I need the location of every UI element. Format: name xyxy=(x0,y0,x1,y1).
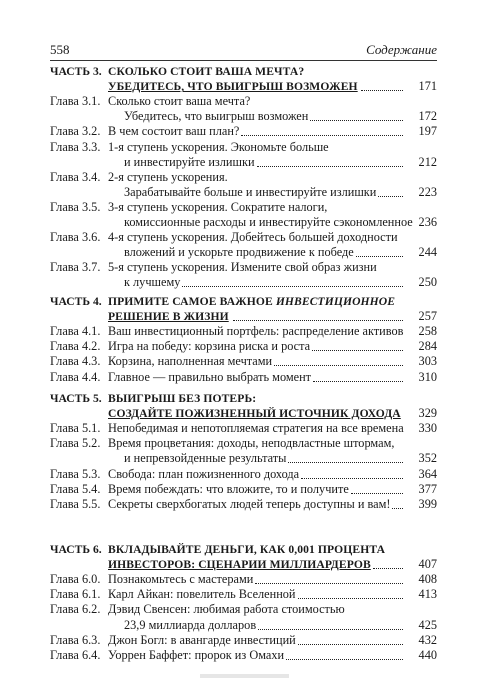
chapter-line xyxy=(50,482,437,497)
part-title: УБЕДИТЕСЬ, ЧТО ВЫИГРЫШ ВОЗМОЖЕН xyxy=(108,80,358,94)
chapter-line xyxy=(50,370,437,385)
chapter-line xyxy=(50,230,437,245)
header-divider xyxy=(50,60,437,61)
part-title-line xyxy=(50,557,437,572)
chapter-title: Дэвид Свенсен: любимая работа стоимостью xyxy=(108,602,345,617)
chapter-page-number: 310 xyxy=(418,369,437,384)
chapter-line xyxy=(50,421,437,436)
chapter-page-number: 377 xyxy=(418,481,437,496)
chapter-line xyxy=(50,467,437,482)
dot-leader xyxy=(257,155,403,167)
part-title-line xyxy=(50,309,437,324)
chapter-title: 2-я ступень ускорения. xyxy=(108,169,228,184)
chapter-label: Глава 6.4. xyxy=(50,647,101,662)
chapter-label: Глава 4.3. xyxy=(50,354,101,369)
dot-leader xyxy=(392,497,403,509)
chapter-line xyxy=(50,140,437,155)
chapter-title: Игра на победу: корзина риска и роста xyxy=(108,339,311,354)
chapter-line xyxy=(50,155,437,170)
dot-leader xyxy=(378,185,403,197)
dot-leader xyxy=(361,79,403,91)
chapter-page-number: 258 xyxy=(418,324,437,339)
part-page-number: 407 xyxy=(418,557,437,572)
chapter-title: вложений и ускорьте продвижение к победе xyxy=(124,245,354,260)
part-page-number: 329 xyxy=(418,406,437,421)
chapter-line xyxy=(50,245,437,260)
chapter-line xyxy=(50,324,437,339)
dot-leader xyxy=(298,587,404,599)
chapter-title: Сколько стоит ваша мечта? xyxy=(108,94,251,109)
chapter-label: Глава 3.6. xyxy=(50,230,101,245)
chapter-page-number: 284 xyxy=(418,339,437,354)
dot-leader xyxy=(310,109,403,121)
chapter-page-number: 399 xyxy=(418,496,437,511)
dot-leader xyxy=(313,370,403,382)
chapter-page-number: 330 xyxy=(418,421,437,436)
chapter-line xyxy=(50,354,437,369)
chapter-line xyxy=(50,185,437,200)
chapter-title: 4-я ступень ускорения. Добейтесь большей доходности xyxy=(108,230,398,245)
chapter-title: и непревзойденные результаты xyxy=(124,451,287,466)
chapter-title: 3-я ступень ускорения. Сократите налоги, xyxy=(108,199,328,214)
chapter-label: Глава 5.1. xyxy=(50,421,101,436)
part-title-line xyxy=(50,64,437,79)
chapter-line xyxy=(50,339,437,354)
chapter-label: Глава 5.3. xyxy=(50,466,101,481)
chapter-line xyxy=(50,436,437,451)
dot-leader xyxy=(255,572,403,584)
part-title-line xyxy=(50,294,437,309)
chapter-page-number: 440 xyxy=(418,647,437,662)
chapter-page-number: 236 xyxy=(418,215,437,229)
chapter-label: Глава 3.4. xyxy=(50,169,101,184)
chapter-line xyxy=(50,602,437,617)
part-page-number: 171 xyxy=(418,79,437,94)
part-title: ИНВЕСТОРОВ: СЦЕНАРИИ МИЛЛИАРДЕРОВ xyxy=(108,558,371,572)
chapter-title: Уоррен Баффет: пророк из Омахи xyxy=(108,647,285,662)
chapter-title: Познакомьтесь с мастерами xyxy=(108,572,254,587)
chapter-title: Непобедимая и непотопляемая стратегия на все времена xyxy=(108,421,404,436)
chapter-line xyxy=(50,94,437,109)
chapter-title: Секреты сверхбогатых людей теперь доступны и вам! xyxy=(108,496,391,511)
page-number: 558 xyxy=(50,42,70,57)
chapter-line xyxy=(50,170,437,185)
part-title-line xyxy=(50,79,437,94)
chapter-line xyxy=(50,572,437,587)
dot-leader xyxy=(274,354,403,366)
chapter-label: Глава 6.1. xyxy=(50,587,101,602)
chapter-page-number: 352 xyxy=(418,451,437,466)
chapter-label: Глава 3.5. xyxy=(50,199,101,214)
dot-leader xyxy=(356,245,403,257)
part-label: ЧАСТЬ 6. xyxy=(50,543,102,556)
page-bottom-edge xyxy=(200,674,289,678)
chapter-label: Глава 4.1. xyxy=(50,324,101,339)
chapter-title: 23,9 миллиарда долларов xyxy=(124,617,257,632)
chapter-line xyxy=(50,587,437,602)
part-title: ПРИМИТЕ САМОЕ ВАЖНОЕ ИНВЕСТИЦИОННОЕ xyxy=(108,295,396,308)
chapter-title: Время процветания: доходы, неподвластные штормам, xyxy=(108,436,395,451)
part-title: ВКЛАДЫВАЙТЕ ДЕНЬГИ, КАК 0,001 ПРОЦЕНТА xyxy=(108,543,386,556)
chapter-line xyxy=(50,618,437,633)
part-label: ЧАСТЬ 5. xyxy=(50,392,102,405)
dot-leader xyxy=(241,124,403,136)
chapter-page-number: 413 xyxy=(418,587,437,602)
part-page-number: 257 xyxy=(418,309,437,324)
dot-leader xyxy=(298,633,403,645)
chapter-title: 5-я ступень ускорения. Измените свой образ жизни xyxy=(108,260,377,275)
part-title-line xyxy=(50,406,437,421)
chapter-title: Свобода: план пожизненного дохода xyxy=(108,466,300,481)
chapter-label: Глава 4.2. xyxy=(50,339,101,354)
chapter-label: Глава 3.1. xyxy=(50,94,101,109)
dot-leader xyxy=(286,648,403,660)
part-title: СОЗДАЙТЕ ПОЖИЗНЕННЫЙ ИСТОЧНИК ДОХОДА xyxy=(108,407,401,421)
chapter-page-number: 223 xyxy=(418,184,437,199)
part-title-line xyxy=(50,542,437,557)
chapter-page-number: 425 xyxy=(418,617,437,632)
chapter-line xyxy=(50,215,437,230)
chapter-line xyxy=(50,109,437,124)
chapter-line xyxy=(50,648,437,663)
chapter-line xyxy=(50,275,437,290)
chapter-line xyxy=(50,633,437,648)
chapter-title: и инвестируйте излишки xyxy=(124,154,255,169)
part-title: СКОЛЬКО СТОИТ ВАША МЕЧТА? xyxy=(108,65,305,78)
chapter-label: Глава 6.3. xyxy=(50,632,101,647)
chapter-title: Время побеждать: что вложите, то и получите xyxy=(108,481,349,496)
chapter-title: Зарабатывайте больше и инвестируйте излишки xyxy=(124,184,377,199)
chapter-label: Глава 3.7. xyxy=(50,260,101,275)
dot-leader xyxy=(373,557,403,569)
part-title: РЕШЕНИЕ В ЖИЗНИ xyxy=(108,310,229,324)
part-title: ВЫИГРЫШ БЕЗ ПОТЕРЬ: xyxy=(108,392,257,405)
chapter-label: Глава 6.0. xyxy=(50,572,101,587)
chapter-line xyxy=(50,497,437,512)
chapter-label: Глава 5.5. xyxy=(50,496,101,511)
chapter-page-number: 364 xyxy=(418,466,437,481)
chapter-title: В чем состоит ваш план? xyxy=(108,124,240,139)
chapter-title: Джон Богл: в авангарде инвестиций xyxy=(108,632,296,647)
chapter-page-number: 212 xyxy=(418,154,437,169)
chapter-page-number: 303 xyxy=(418,354,437,369)
chapter-title: Убедитесь, что выигрыш возможен xyxy=(124,109,309,124)
chapter-title: Корзина, наполненная мечтами xyxy=(108,354,273,369)
chapter-label: Глава 5.4. xyxy=(50,481,101,496)
dot-leader xyxy=(301,467,403,479)
chapter-label: Глава 3.3. xyxy=(50,139,101,154)
part-label: ЧАСТЬ 3. xyxy=(50,65,102,78)
chapter-title: Ваш инвестиционный портфель: распределение активов xyxy=(108,324,404,339)
chapter-page-number: 408 xyxy=(418,572,437,587)
chapter-line xyxy=(50,451,437,466)
chapter-label: Глава 4.4. xyxy=(50,369,101,384)
chapter-page-number: 197 xyxy=(418,124,437,139)
dot-leader xyxy=(233,309,403,321)
dot-leader xyxy=(351,482,403,494)
chapter-page-number: 432 xyxy=(418,632,437,647)
chapter-line xyxy=(50,260,437,275)
chapter-page-number: 250 xyxy=(418,275,437,290)
chapter-title: Главное — правильно выбрать момент xyxy=(108,369,312,384)
dot-leader xyxy=(312,339,403,351)
part-title-line xyxy=(50,391,437,406)
chapter-label: Глава 3.2. xyxy=(50,124,101,139)
dot-leader xyxy=(288,451,403,463)
part-title-emphasis: ИНВЕСТИЦИОННОЕ xyxy=(275,295,396,308)
chapter-line xyxy=(50,124,437,139)
chapter-title: 1-я ступень ускорения. Экономьте больше xyxy=(108,139,329,154)
chapter-title: к лучшему xyxy=(124,275,181,290)
chapter-title: Карл Айкан: повелитель Вселенной xyxy=(108,587,296,602)
chapter-page-number: 244 xyxy=(418,245,437,260)
chapter-label: Глава 5.2. xyxy=(50,436,101,451)
running-header-title: Содержание xyxy=(366,42,437,57)
chapter-line xyxy=(50,200,437,215)
dot-leader xyxy=(182,275,403,287)
chapter-page-number: 172 xyxy=(418,109,437,124)
chapter-title: комиссионные расходы и инвестируйте сэкономленное xyxy=(124,215,413,229)
chapter-label: Глава 6.2. xyxy=(50,602,101,617)
dot-leader xyxy=(258,618,403,630)
part-label: ЧАСТЬ 4. xyxy=(50,295,102,308)
